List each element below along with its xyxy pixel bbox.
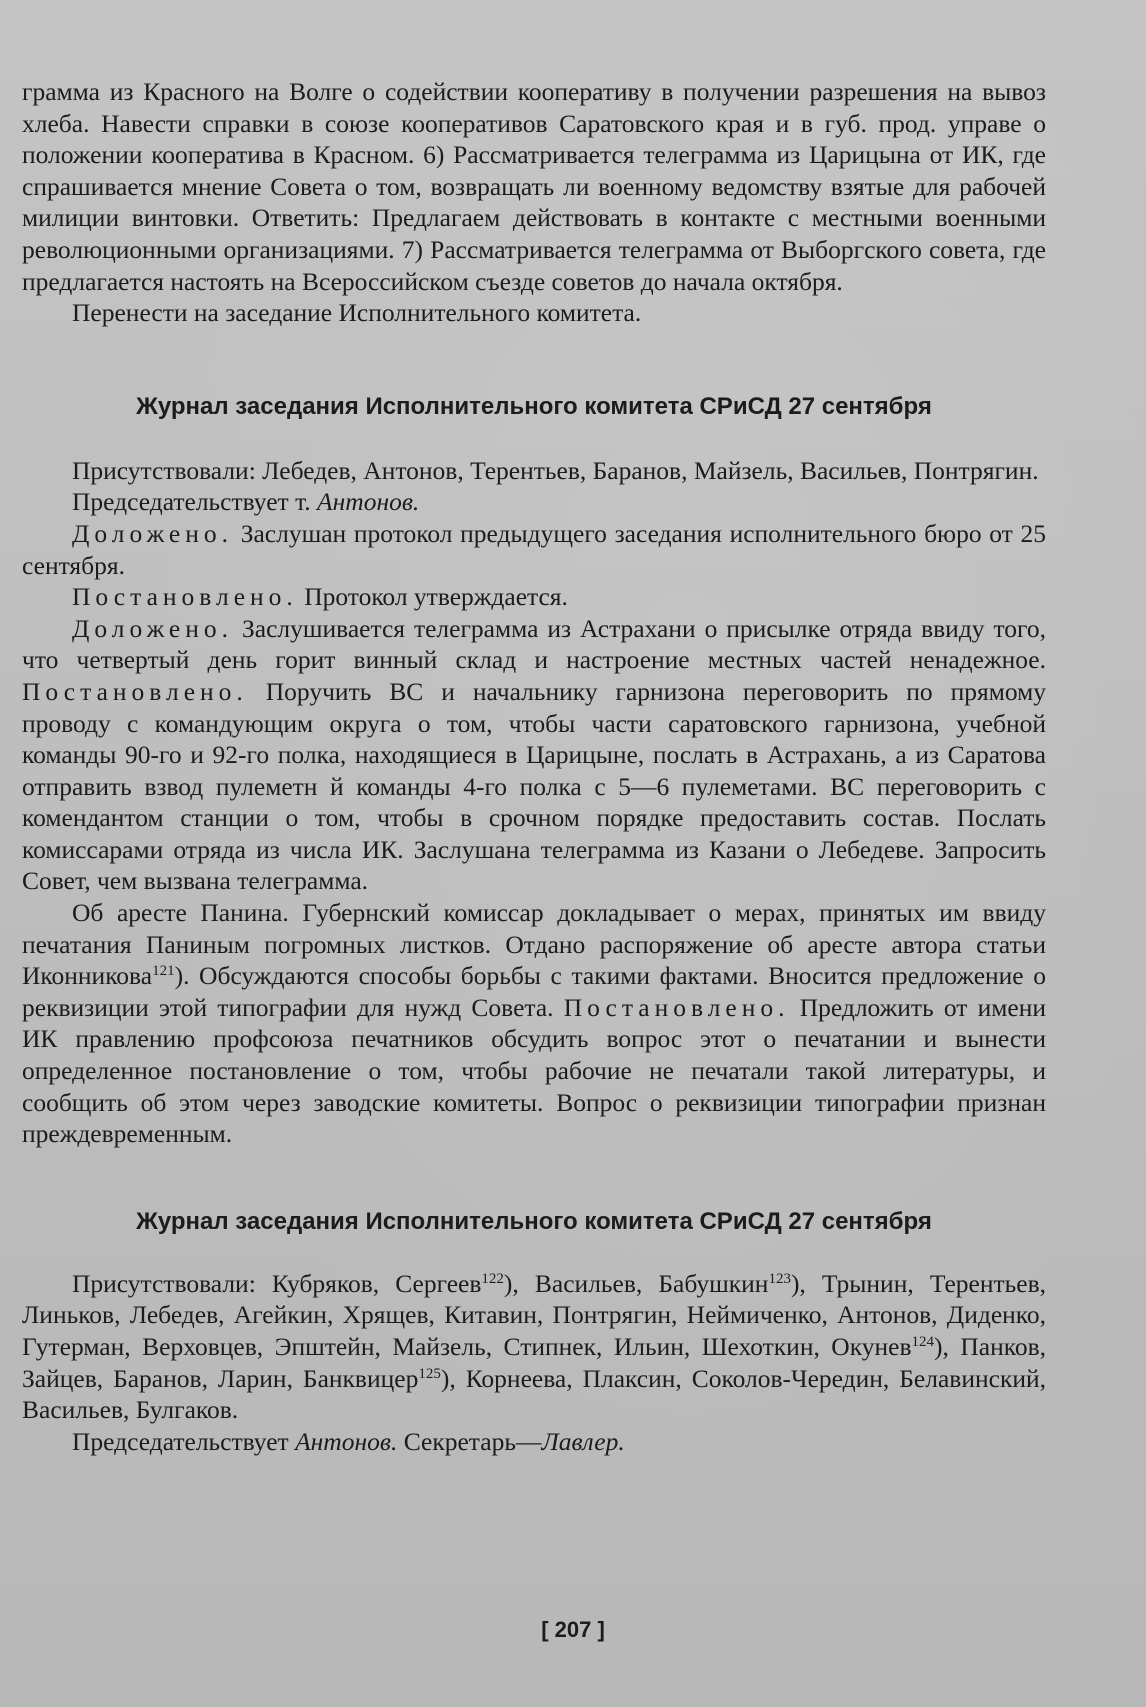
resolved-label: Постановлено.: [72, 582, 298, 612]
reported-label: Доложено.: [72, 518, 234, 548]
attendance-text: ), Трынин, Терентьев, Линьков, Лебедев, Агейкин, Хрящев, Китавин, Понтрягин, Неймиченко, Антонов, Диденко, Гутерман, Верховцев, Эпштейн, Майзель, Стипнек, Ильин, Шехоткин, Окунев: [22, 1268, 1046, 1361]
footnote-ref: 125: [418, 1365, 441, 1382]
chair-paragraph: [22, 486, 1046, 518]
reported-label: Доложено.: [72, 613, 234, 643]
footnote-ref: 124: [911, 1334, 935, 1350]
attendance-text: Присутствовали: Кубряков, Сергеев: [72, 1268, 482, 1298]
report-text: Заслушивается телеграмма из Астрахани о присылке отряда ввиду того, что четвертый день горит винный склад и настроение местных частей ненадежное.: [22, 613, 1047, 675]
transfer-note: Перенести на заседание Исполнительного комитета.: [72, 298, 642, 328]
resolution-paragraph: [22, 581, 1046, 613]
chair-prefix: Председательствует т.: [72, 487, 311, 517]
report-text: Заслушан протокол предыдущего заседания исполнительного бюро от 25 сентября.: [22, 518, 1047, 580]
report-paragraph: [22, 518, 1046, 581]
astrakhan-paragraph: [22, 613, 1046, 897]
attendance-paragraph: Присутствовали: Лебедев, Антонов, Терентьев, Баранов, Майзель, Васильев, Понтрягин.: [72, 455, 1039, 485]
attendance-text: ), Панков, Зайцев, Баранов, Ларин, Банквицер: [22, 1332, 1046, 1393]
resolved-label: Постановлено.: [563, 992, 790, 1022]
section-heading: Журнал заседания Исполнительного комитета СРиСД 27 сентября: [136, 1207, 932, 1235]
panin-text: ). Обсуждаются способы борьбы с такими фактами. Вносится предложение о реквизиции этой типографии для нужд Совета.: [22, 961, 1046, 1022]
resolution-text: Поручить ВС и начальнику гарнизона переговорить по прямому проводу с командующим округа о том, чтобы части саратовского гарнизона, учебной команды 90-го и 92-го полка, находящиеся в Царицыне, послать в Астрахань, а из Саратова отправить взвод пулеметн й команды 4-го полка с 5—6 пулеметами. ВС переговорить с комендантом станции о том, чтобы в срочном порядке предоставить состав. Послать комиссарами отряда из числа ИК. Заслушана телеграмма из Казани о Лебедеве. Запросить Совет, чем вызвана телеграмма.: [22, 676, 1047, 896]
secretary-name: Лавлер.: [541, 1426, 625, 1456]
panin-paragraph: [22, 897, 1046, 1150]
panin-text: Об аресте Панина. Губернский комиссар докладывает о мерах, принятых им ввиду печатания Паниным погромных листков. Отдано распоряжение об аресте автора статьи Иконникова: [22, 898, 1046, 991]
attendance-text: ), Корнеева, Плаксин, Соколов-Чередин, Белавинский, Васильев, Булгаков.: [22, 1363, 1047, 1425]
chair-paragraph: [22, 1426, 1046, 1458]
footnote-ref: 121: [152, 963, 175, 980]
footnote-ref: 123: [768, 1270, 791, 1287]
attendance-paragraph: [22, 1268, 1046, 1426]
secretary-prefix: Секретарь—: [403, 1426, 542, 1456]
chair-prefix: Председательствует: [72, 1426, 289, 1456]
continued-paragraph: грамма из Красного на Волге о содействии кооперативу в получении разрешения на вывоз хлеба. Навести справки в союзе кооперативов Саратовского края и в губ. прод. управе о положении кооператива в Красном. 6) Рассматривается телеграмма из Царицына от ИК, где спрашивается мнение Совета о том, возвращать ли военному ведомству взятые для рабочей милиции винтовки. Ответить: Предлагаем действовать в контакте с местными военными революционными организациями. 7) Рассматривается телеграмма от Выборгского совета, где предлагается настоять на Всероссийском съезде советов до начала октября.: [22, 77, 1046, 296]
chair-name: Антонов.: [317, 487, 420, 517]
resolution-text: Протокол утверждается.: [304, 582, 568, 612]
footnote-ref: 122: [481, 1270, 504, 1287]
chair-name: Антонов.: [295, 1426, 398, 1456]
resolved-label: Постановлено.: [22, 676, 248, 706]
attendance-text: ), Васильев, Бабушкин: [503, 1268, 769, 1298]
resolution-text: Предложить от имени ИК правлению профсоюза печатников обсудить вопрос этот о печатании и вынести определенное постановление о том, чтобы рабочие не печатали такой литературы, и сообщить об этом через заводские комитеты. Вопрос о реквизиции типографии признан преждевременным.: [22, 992, 1046, 1149]
section-heading: Журнал заседания Исполнительного комитета СРиСД 27 сентября: [136, 392, 932, 420]
page-number: [ 207 ]: [541, 1617, 605, 1642]
